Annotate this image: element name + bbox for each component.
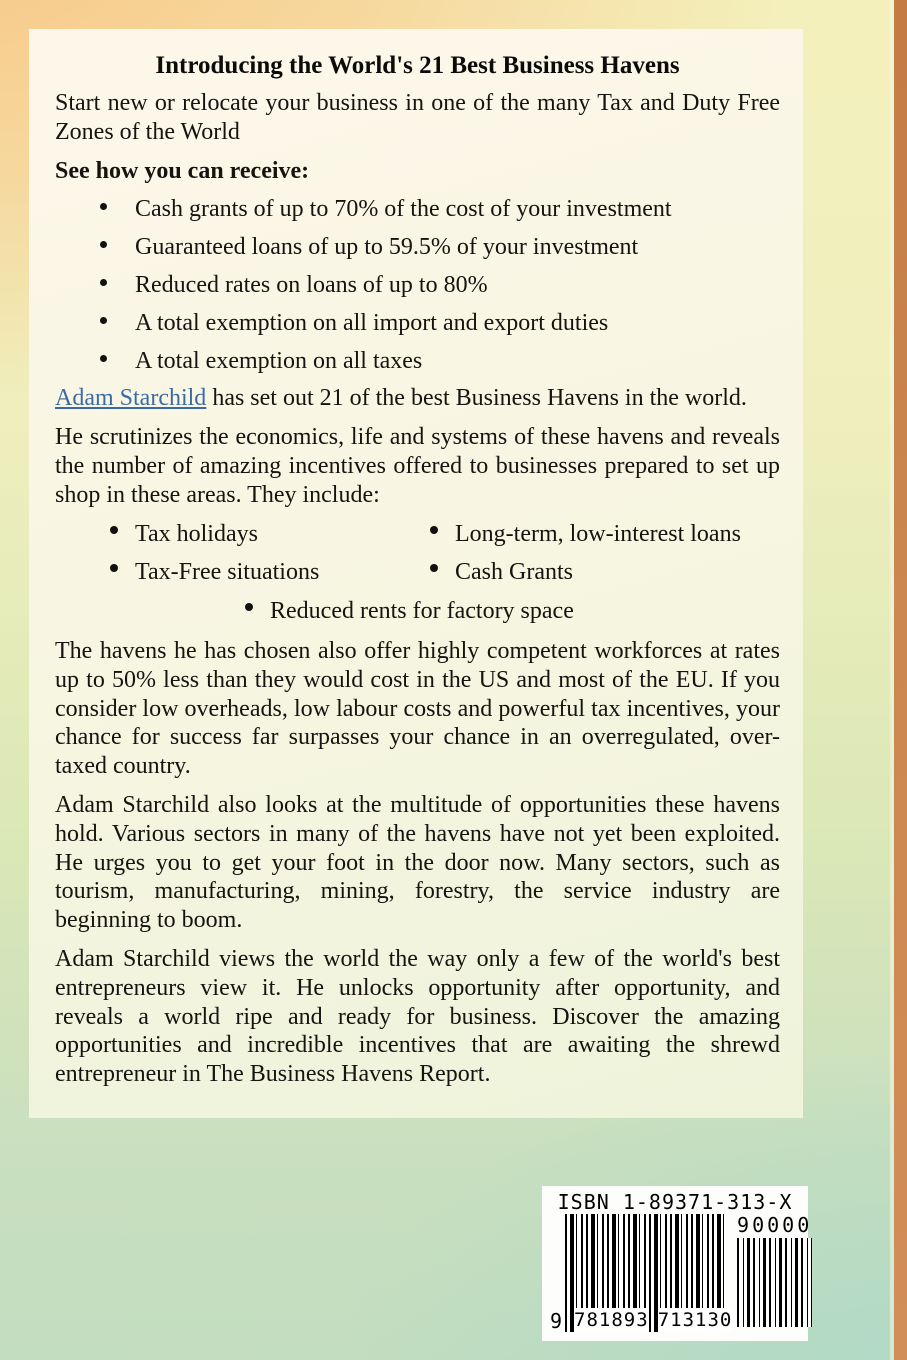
bullet-dot-icon xyxy=(110,526,118,534)
list-item-label: Cash grants of up to 70% of the cost of your investment xyxy=(135,196,672,223)
list-item-label: A total exemption on all import and export duties xyxy=(135,309,609,336)
ean-bars-icon xyxy=(565,1214,733,1332)
isbn-barcode-block xyxy=(542,1186,813,1341)
list-item-label: Long-term, low-interest loans xyxy=(455,520,741,547)
bullet-dot-icon xyxy=(430,526,438,534)
ean-digits xyxy=(574,1308,733,1332)
bullet-dot-icon xyxy=(100,317,107,324)
list-item-label: Tax holidays xyxy=(135,520,258,547)
bullet-dot-icon xyxy=(100,279,107,286)
bullet-dot-icon xyxy=(100,241,107,248)
list-item-label: Tax-Free situations xyxy=(135,559,320,586)
bullet-dot-icon xyxy=(430,564,438,572)
ean-prefix-digit: 9 xyxy=(550,1309,563,1333)
list-item xyxy=(110,558,430,587)
ean5-supplement-barcode xyxy=(737,1214,812,1327)
spine-accent-band xyxy=(894,0,907,1360)
supplement-bars-icon xyxy=(737,1238,812,1327)
bullet-dot-icon xyxy=(100,355,107,362)
author-sentence xyxy=(55,384,780,413)
intro-paragraph: Start new or relocate your business in one of the many Tax and Duty Free Zones of the World xyxy=(55,90,780,145)
list-item xyxy=(245,597,780,626)
list-item-label: Guaranteed loans of up to 59.5% of your investment xyxy=(135,234,639,261)
views-paragraph: Adam Starchild views the world the way only a few of the world's best entrepreneurs view it. He unlocks opportunity after opportunity, and reveals a world ripe and ready for business. Discover the amazing opportunities and incredible incentives that are awaiting the shrewd entrepreneur in The Business Havens Report. xyxy=(55,945,780,1088)
receive-heading: See how you can receive: xyxy=(55,157,310,184)
bullet-dot-icon xyxy=(110,564,118,572)
receive-list xyxy=(55,195,780,375)
list-item-label: Reduced rents for factory space xyxy=(270,598,574,625)
price-code: 90000 xyxy=(737,1213,813,1237)
havens-paragraph: The havens he has chosen also offer highly competent workforces at rates up to 50% less than they would cost in the US and most of the EU. If you consider low overheads, low labour costs and powerful tax incentives, your chance for success far surpasses your chance in an overregulated, over-taxed country. xyxy=(55,637,780,780)
author-sentence-rest: has set out 21 of the best Business Havens in the world. xyxy=(206,385,747,412)
list-item xyxy=(100,347,780,376)
list-item-label: A total exemption on all taxes xyxy=(135,347,423,374)
bullet-dot-icon xyxy=(100,203,107,210)
ean-digit-group-1: 781893 xyxy=(574,1309,649,1331)
list-item xyxy=(100,309,780,338)
list-item xyxy=(430,558,780,587)
ean-digit-group-2: 713130 xyxy=(657,1309,733,1331)
list-item xyxy=(100,271,780,300)
multitude-paragraph: Adam Starchild also looks at the multitude of opportunities these havens hold. Various sectors in many of the havens have not yet been exploited. He urges you to get your foot in the door now. Many sectors, such as tourism, manufacturing, mining, forestry, the service industry are beginning to boom. xyxy=(55,791,780,934)
ean13-barcode xyxy=(550,1214,733,1333)
author-link[interactable]: Adam Starchild xyxy=(55,385,207,412)
list-item-label: Cash Grants xyxy=(455,559,573,586)
bullet-dot-icon xyxy=(245,603,253,611)
list-item-label: Reduced rates on loans of up to 80% xyxy=(135,271,488,298)
list-item xyxy=(100,233,780,262)
scrutinize-paragraph: He scrutinizes the economics, life and systems of these havens and reveals the number of amazing incentives offered to businesses prepared to set up shop in these areas. They include: xyxy=(55,424,780,508)
barcode-body xyxy=(550,1213,813,1333)
list-item xyxy=(110,520,430,549)
list-item xyxy=(100,195,780,224)
back-cover-text-panel xyxy=(29,29,803,1118)
include-list xyxy=(110,520,780,588)
list-item xyxy=(430,520,780,549)
isbn-number: ISBN 1-89371-313-X xyxy=(557,1190,793,1214)
cover-title: Introducing the World's 21 Best Business Havens xyxy=(155,52,680,79)
